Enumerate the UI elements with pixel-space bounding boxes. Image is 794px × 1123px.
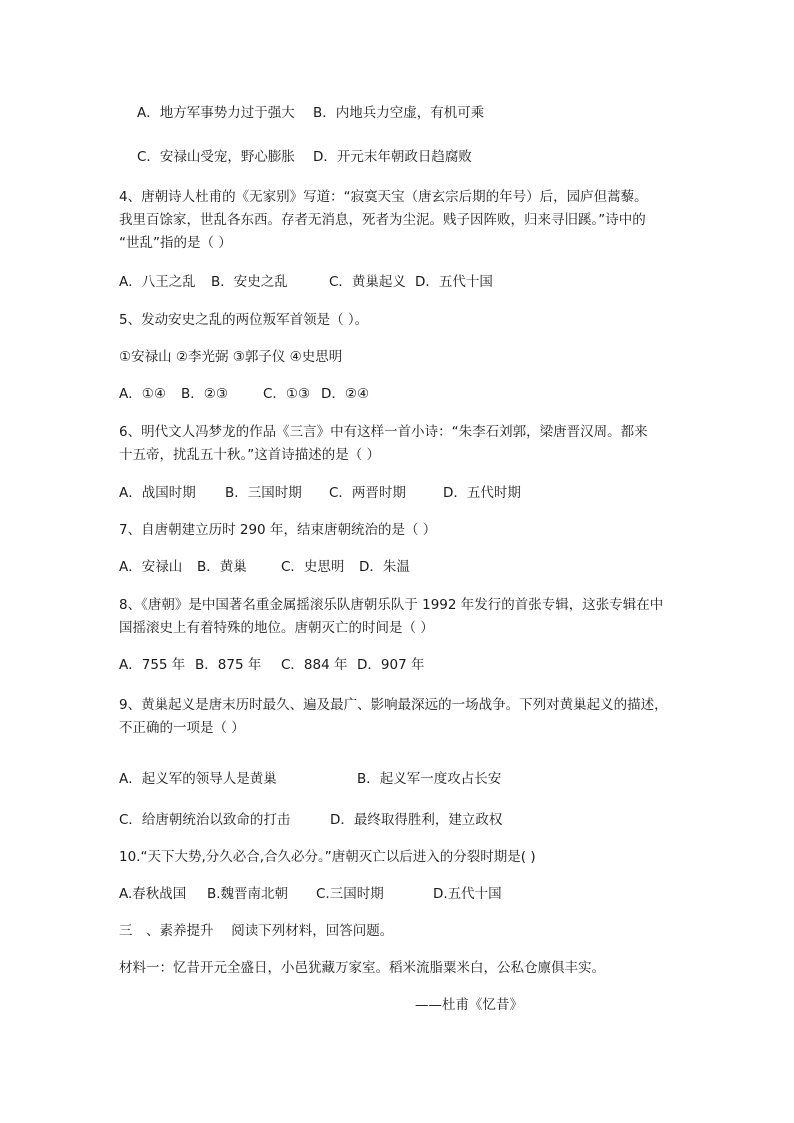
q10-option-b: B.魏晋南北朝: [207, 886, 289, 902]
q6-options: [119, 484, 521, 502]
q8-options: [119, 656, 424, 674]
q6-option-d: D．五代时期: [443, 485, 521, 501]
q9-stem-line-2: 不正确的一项是（ ）: [119, 720, 245, 736]
q4-option-a: A．八王之乱: [119, 274, 196, 290]
q4-options: [119, 273, 493, 291]
q5-options: [119, 385, 369, 403]
q9-option-c: C．给唐朝统治以致命的打击: [119, 812, 291, 828]
q7-option-d: D．朱温: [359, 559, 410, 575]
q8-option-c: C．884 年: [281, 657, 348, 673]
q5-stem: 5、发动安史之乱的两位叛军首领是（ ）。: [119, 312, 369, 328]
q7-option-c: C．史思明: [281, 559, 345, 575]
q10-stem: 10.“天下大势,分久必合,合久必分。”唐朝灭亡以后进入的分裂时期是( ): [119, 849, 536, 865]
q6-option-c: C．两晋时期: [329, 485, 406, 501]
q10-option-a: A.春秋战国: [119, 886, 187, 902]
section3-heading: 三 、素养提升 阅读下列材料，回答问题。: [119, 923, 394, 939]
q9-option-b: B．起义军一度攻占长安: [357, 771, 502, 787]
q9-option-a: A．起义军的领导人是黄巢: [119, 771, 277, 787]
q8-option-a: A．755 年: [119, 657, 186, 673]
q5-option-a: A．①④: [119, 386, 166, 402]
q6-option-b: B．三国时期: [225, 485, 302, 501]
q8-option-d: D．907 年: [357, 657, 425, 673]
q3-option-d: D．开元末年朝政日趋腐败: [313, 149, 472, 165]
q3-options-row-1: [137, 104, 484, 122]
material1-text: 材料一：忆昔开元全盛日，小邑犹藏万家室。稻米流脂粟米白，公私仓廪俱丰实。: [119, 960, 605, 976]
q5-option-c: C．①③: [263, 386, 311, 402]
q7-stem: 7、自唐朝建立历时 290 年，结束唐朝统治的是（ ）: [119, 522, 437, 538]
q6-stem-line-2: 十五帝，扰乱五十秋。”这首诗描述的是（ ）: [119, 447, 381, 463]
q6-option-a: A．战国时期: [119, 485, 196, 501]
q3-option-a: A．地方军事势力过于强大: [137, 105, 295, 121]
q5-option-d: D．②④: [321, 386, 370, 402]
q4-option-d: D．五代十国: [415, 274, 493, 290]
q3-options-row-2: [137, 148, 472, 166]
q6-stem-line-1: 6、明代文人冯梦龙的作品《三言》中有这样一首小诗：“朱李石刘郭，梁唐晋汉周。都来: [119, 424, 648, 440]
q9-stem-line-1: 9、黄巢起义是唐末历时最久、遍及最广、影响最深远的一场战争。下列对黄巢起义的描述，: [119, 697, 668, 713]
q7-option-a: A．安禄山: [119, 559, 183, 575]
q7-options: [119, 558, 410, 576]
q4-option-c: C．黄巢起义: [329, 274, 406, 290]
q9-options-row-2: [119, 811, 502, 829]
q10-option-c: C.三国时期: [316, 886, 384, 902]
q5-items: ①安禄山 ②李光弼 ③郭子仪 ④史思明: [119, 349, 343, 365]
q10-option-d: D.五代十国: [433, 886, 502, 902]
q8-option-b: B．875 年: [195, 657, 262, 673]
q4-stem-line-2: 我里百馀家，世乱各东西。存者无消息，死者为尘泥。贱子因阵败，归来寻旧蹊。”诗中的: [119, 212, 646, 228]
q4-stem-line-3: “世乱”指的是（ ）: [119, 235, 232, 251]
material1-source: ——杜甫《忆昔》: [415, 997, 523, 1013]
q7-option-b: B．黄巢: [197, 559, 247, 575]
q9-option-d: D．最终取得胜利，建立政权: [330, 812, 503, 828]
q4-stem-line-1: 4、唐朝诗人杜甫的《无家别》写道：“寂寞天宝（唐玄宗后期的年号）后，园庐但蒿藜。: [119, 189, 648, 205]
q10-options: [119, 885, 502, 903]
q3-option-b: B．内地兵力空虚，有机可乘: [313, 105, 485, 121]
q3-option-c: C．安禄山受宠，野心膨胀: [137, 149, 295, 165]
q8-stem-line-1: 8、《唐朝》是中国著名重金属摇滚乐队唐朝乐队于 1992 年发行的首张专辑，这张专辑在中: [119, 597, 664, 613]
q9-options-row-1: [119, 770, 501, 788]
q4-option-b: B．安史之乱: [211, 274, 288, 290]
q5-option-b: B．②③: [181, 386, 228, 402]
q8-stem-line-2: 国摇滚史上有着特殊的地位。唐朝灭亡的时间是（ ）: [119, 620, 434, 636]
